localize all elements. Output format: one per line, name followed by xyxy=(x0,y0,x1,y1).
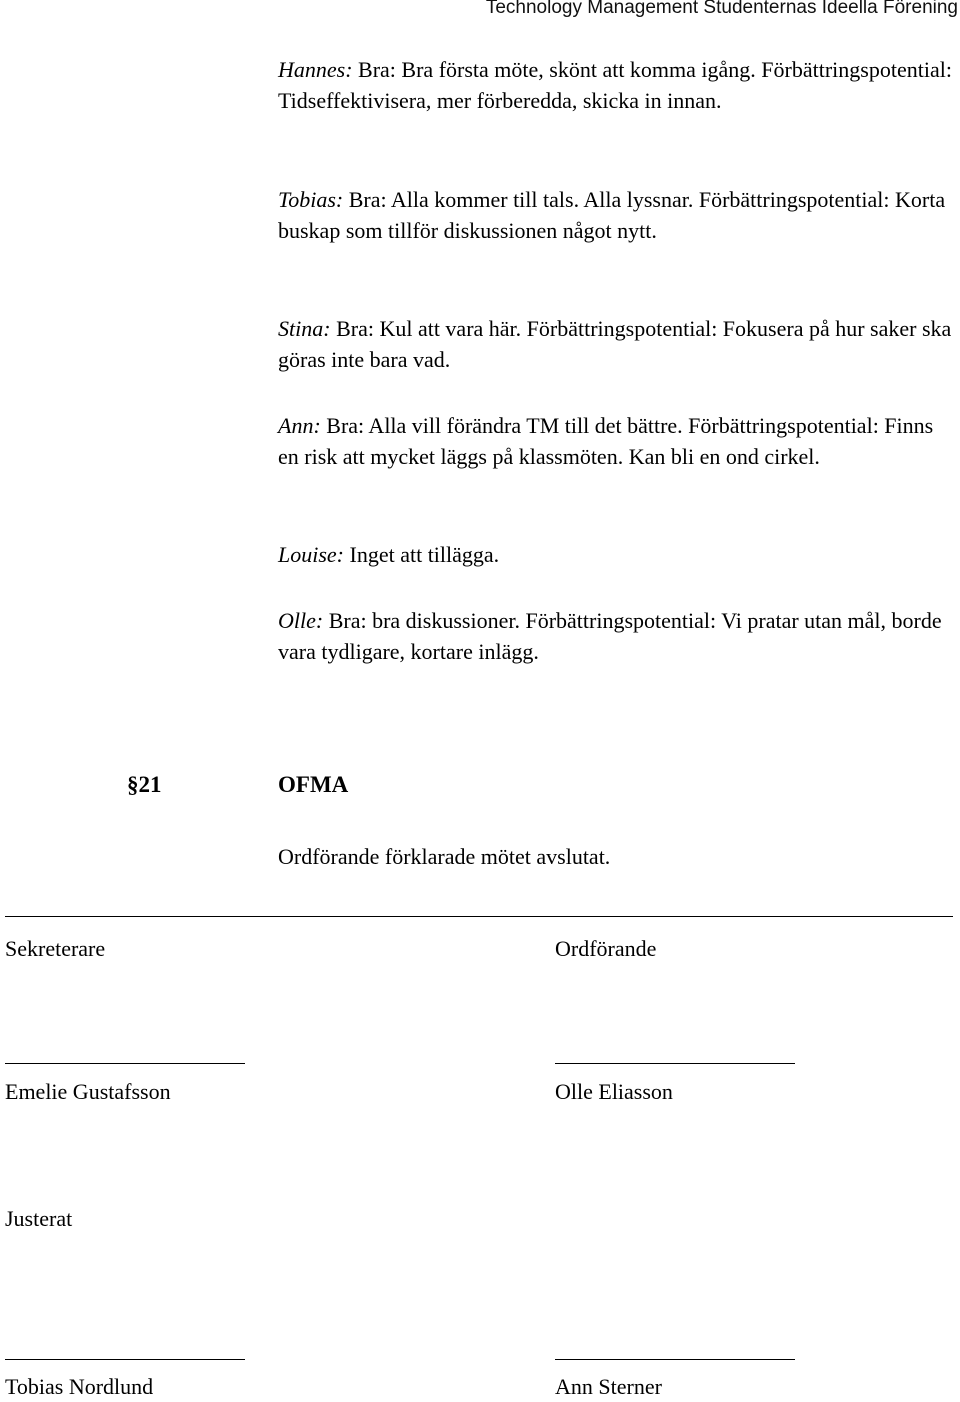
feedback-louise xyxy=(278,539,958,570)
section-text: Ordförande förklarade mötet avslutat. xyxy=(278,844,611,869)
feedback-hannes xyxy=(278,54,958,116)
feedback-tobias xyxy=(278,184,958,246)
feedback-stina xyxy=(278,313,958,375)
chair-signature-line xyxy=(555,1063,795,1064)
adjuster2-name: Ann Sterner xyxy=(555,1374,662,1399)
feedback-name: Hannes: xyxy=(278,57,353,82)
divider-line xyxy=(5,916,953,917)
adjuster1-name: Tobias Nordlund xyxy=(5,1374,154,1399)
feedback-name: Olle: xyxy=(278,608,324,633)
adjusted-label: Justerat xyxy=(5,1206,73,1231)
secretary-signature-line xyxy=(5,1063,245,1064)
adjuster2-signature-line xyxy=(555,1359,795,1360)
adjuster1-signature-line xyxy=(5,1359,245,1360)
chair-name: Olle Eliasson xyxy=(555,1079,673,1104)
feedback-text: Bra: Bra första möte, skönt att komma igång. Förbättringspotential: Tidseffektivisera, mer förberedda, skicka in innan. xyxy=(278,57,952,113)
feedback-name: Tobias: xyxy=(278,187,344,212)
section-number: §21 xyxy=(127,772,162,797)
feedback-text: Bra: Alla kommer till tals. Alla lyssnar. Förbättringspotential: Korta buskap som tillför diskussionen något nytt. xyxy=(278,187,946,243)
feedback-text: Bra: Kul att vara här. Förbättringspotential: Fokusera på hur saker ska göras inte bara vad. xyxy=(278,316,952,372)
feedback-name: Ann: xyxy=(278,413,321,438)
feedback-name: Louise: xyxy=(278,542,344,567)
feedback-text: Inget att tillägga. xyxy=(344,542,500,567)
feedback-text: Bra: bra diskussioner. Förbättringspotential: Vi pratar utan mål, borde vara tydligare, kortare inlägg. xyxy=(278,608,942,664)
feedback-olle xyxy=(278,605,958,667)
organization-header: Technology Management Studenternas Ideella Förening xyxy=(485,0,958,18)
chair-label: Ordförande xyxy=(555,936,657,961)
secretary-label: Sekreterare xyxy=(5,936,106,961)
secretary-name: Emelie Gustafsson xyxy=(5,1079,171,1104)
feedback-ann xyxy=(278,410,958,472)
section-title: OFMA xyxy=(278,772,349,797)
feedback-name: Stina: xyxy=(278,316,331,341)
feedback-text: Bra: Alla vill förändra TM till det bättre. Förbättringspotential: Finns en risk att mycket läggs på klassmöten. Kan bli en ond cirkel. xyxy=(278,413,934,469)
